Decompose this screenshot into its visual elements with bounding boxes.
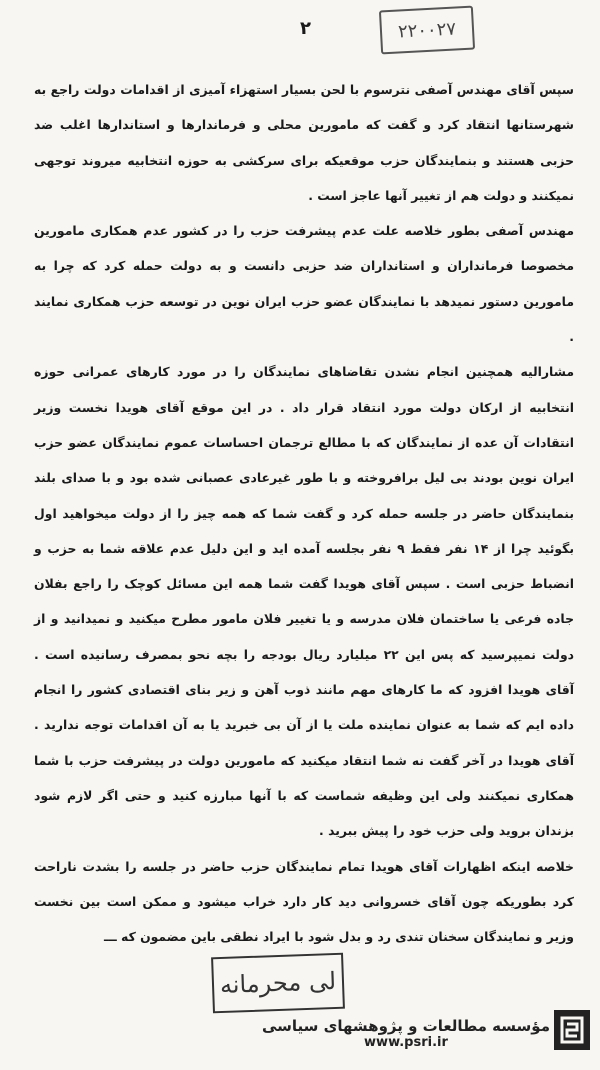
- page-number: ٢: [300, 18, 311, 39]
- paragraph: مهندس آصفی بطور خلاصه علت عدم پیشرفت حزب را در کشور عدم همکاری مامورین مخصوصا فرمانداران و استانداران ضد حزبی دانست و به دولت حمله کرد که چرا به مامورین دستور نمیدهد با نمایندگان عضو حزب ایران نوین در توسعه حزب همکاری نمایند .: [34, 223, 574, 345]
- confidential-stamp-text: لی محرمانه: [219, 966, 337, 1000]
- institution-watermark: [262, 1017, 550, 1050]
- institution-name: مؤسسه مطالعات و پژوهشهای سیاسی: [261, 1017, 550, 1035]
- paragraph: خلاصه اینکه اظهارات آقای هویدا تمام نمایندگان حزب حاضر در جلسه را بشدت ناراحت کرد بطوریکه چون آقای خسروانی دید کار دارد خراب میشود و ممکن است بین نخست وزیر و نمایندگان سخنان تندی رد و بدل شود با ایراد نطقی باین مضمون که ـــ: [34, 858, 574, 945]
- archive-stamp: [379, 6, 475, 55]
- institution-logo-icon: [554, 1010, 590, 1050]
- confidential-stamp: [211, 953, 345, 1014]
- document-body: [34, 72, 574, 954]
- paragraph: سپس آقای مهندس آصفی نترسوم با لحن بسیار استهزاء آمیزی از اقدامات دولت راجع به شهرستانها انتقاد کرد و گفت که مامورین محلی و فرماندارها و استاندارها اغلب ضد حزبی هستند و بنمایندگان حزب موقعیکه برای سرکشی به حوزه انتخابیه میروند توجهی نمیکنند و دولت هم از تغییر آنها عاجز است .: [34, 82, 574, 203]
- institution-url: www.psri.ir: [364, 1035, 448, 1050]
- paragraph: مشارالیه همچنین انجام نشدن تقاضاهای نمایندگان را در مورد کارهای عمرانی حوزه انتخابیه از ارکان دولت مورد انتقاد قرار داد . در این موقع آقای هویدا نخست وزیر انتقادات آن عده از نمایندگان که با مطالع ترجمان احساسات عموم نمایندگان عضو حزب ایران نوین بودند بی لیل برافروخته و با طور غیرعادی عصبانی شده بود و با صدای بلند بنمایندگان حاضر در جلسه حمله کرد و گفت شما که همه چیز را از دولت میخواهید اول بگوئید چرا از ۱۴ نفر فقط ۹ نفر بجلسه آمده اید و این دلیل عدم علاقه شما به حزب و انضباط حزبی است . سپس آقای هویدا گفت شما همه این مسائل کوچک را راجع بفلان جاده فرعی یا ساختمان فلان مدرسه و یا تغییر فلان مامور مطرح میکنید و نمیدانید و از دولت نمیپرسید که پس این ۲۲ میلیارد ریال بودجه را بچه نحو بمصرف رسانیده است . آقای هویدا افزود که ما کارهای مهم مانند ذوب آهن و زیر بنای اقتصادی کشور را انجام داده ایم که شما به عنوان نماینده ملت یا از آن بی خبرید یا به آن اقدامات توجه ندارید . آقای هویدا در آخر گفت نه شما انتقاد میکنید که مامورین دولت در پیشرفت حزب با شما همکاری نمیکنند ولی این وظیفه شماست که با آنها مبارزه کنید و حتی اگر لازم شود بزندان بروید ولی حزب خود را پیش ببرید .: [34, 364, 574, 839]
- archive-stamp-text: ۲۲۰۰۲۷: [397, 17, 457, 43]
